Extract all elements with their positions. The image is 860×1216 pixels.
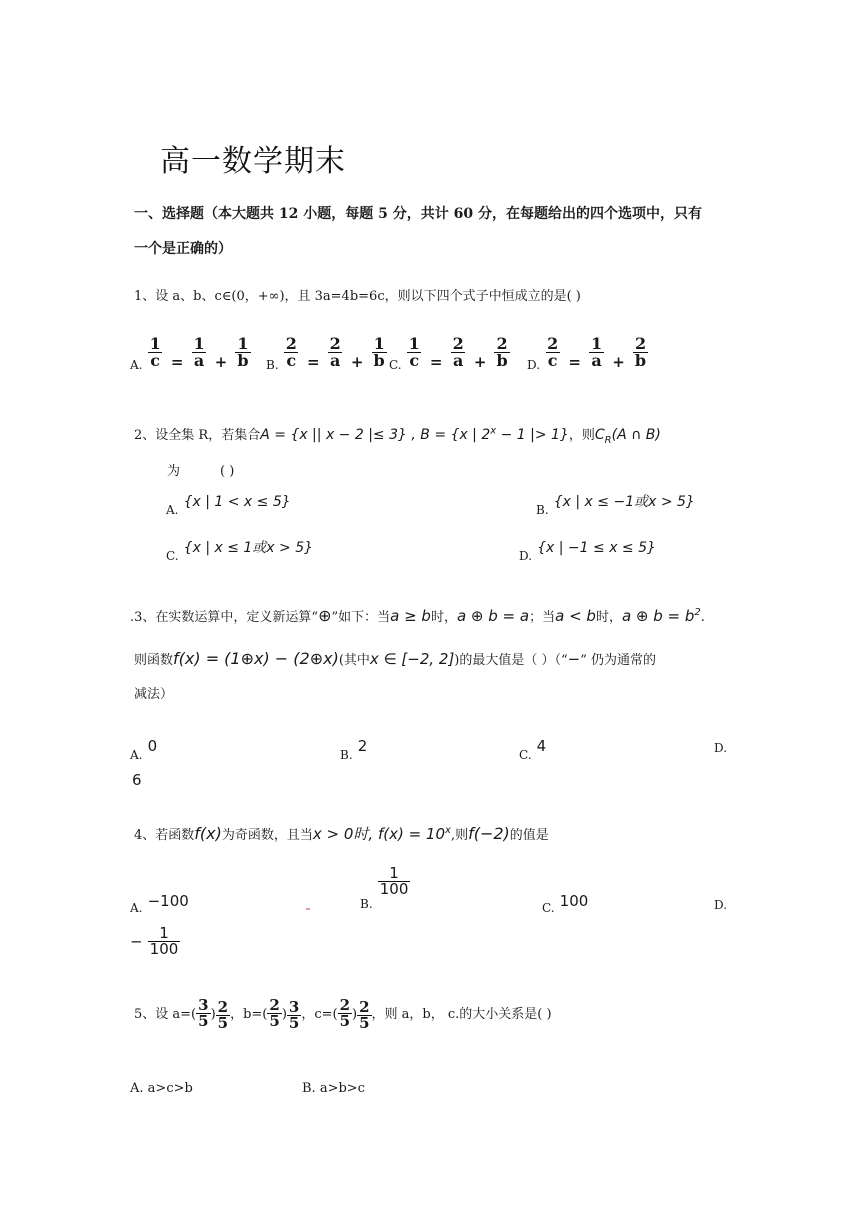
option-a: A. a>c>b — [130, 1081, 193, 1096]
question-4-stem: 4、若函数f(x)为奇函数，且当x > 0时, $f(x) = 10^x$,则f(−2)的值是 — [134, 824, 549, 843]
option-c: $_{C.}$ {x | x ≤ 1或x > 5} — [166, 540, 314, 563]
complement-formula: $C_R(A$ ∩ B) — [594, 427, 661, 446]
option-c: $_{C.}$ $\frac{1}{c}$ = $\frac{2}{a}$ + $\frac{2}{b}$ — [389, 334, 508, 372]
option-c: $_{C.}$ 100 — [542, 892, 589, 915]
question-5-stem: 5、设 a=( $\frac{3}{5}$ ) $\frac{2}{5}$ ，b=( $\frac{2}{5}$ ) $\frac{3}{5}$ ，c=( $\frac{2}{5}$ ) $\frac{2}{5}$ ，则 a，b， c.的大小关系是( ) — [134, 996, 552, 1032]
set-b-formula: B = {x | $2^x - 1$ |> 1} — [420, 425, 569, 443]
question-2-stem: 2、设全集 R，若集合A = {x || x − 2 |≤ 3} , B = {x | $2^x - 1$ |> 1}，则$C_R(A$ ∩ B) — [134, 425, 661, 446]
option-d-value: − $\frac{1}{100}$ — [130, 924, 179, 958]
option-d-label: D. — [714, 741, 728, 755]
set-a-formula: A = {x || x − 2 |≤ 3} — [260, 427, 407, 443]
fraction: $\frac{2}{c}$ — [547, 334, 559, 370]
fraction: $\frac{1}{a}$ — [193, 334, 205, 370]
fraction: $\frac{2}{a}$ — [452, 334, 464, 370]
fraction: $\frac{2}{b}$ — [634, 334, 647, 370]
fraction: $\frac{1}{c}$ — [408, 334, 420, 370]
question-3-line1: .3、在实数运算中，定义新运算“⊕”如下：当a ≥ b时，a ⊕ b = a；当a < b时，a ⊕ $b = b^2$. — [130, 606, 705, 625]
option-a: $_{A.}$ −100 — [130, 892, 189, 915]
option-d: $_{D.}$ {x | −1 ≤ x ≤ 5} — [519, 540, 656, 563]
fraction: $\frac{1}{b}$ — [237, 334, 249, 370]
option-label: D. — [527, 358, 541, 372]
option-c: $_{C.}$ 4 — [519, 737, 547, 762]
option-d: $_{D.}$ $\frac{2}{c}$ = $\frac{1}{a}$ + $\frac{2}{b}$ — [527, 334, 647, 372]
fraction: $\frac{1}{a}$ — [591, 334, 603, 370]
page-title: 高一数学期末 — [160, 144, 346, 179]
option-b: $_{B.}$ $\frac{1}{100}$ — [360, 864, 409, 911]
option-d-label: D. — [714, 898, 728, 912]
question-1-stem: 1、设 a、b、c∈(0，+∞)，且 3a=4b=6c，则以下四个式子中恒成立的是( ) — [134, 289, 581, 304]
stray-mark — [306, 908, 310, 910]
option-b: $_{B.}$ $\frac{2}{c}$ = $\frac{2}{a}$ + $\frac{1}{b}$ — [266, 334, 385, 372]
option-a: $_{A.}$ 0 — [130, 737, 158, 762]
fraction: $\frac{1}{c}$ — [149, 334, 161, 370]
section-heading-line1: 一、选择题（本大题共 12 小题，每题 5 分，共计 60 分，在每题给出的四个选项中，只有 — [134, 206, 702, 222]
fraction: $\frac{1}{b}$ — [373, 334, 385, 370]
option-b: B. a>b>c — [302, 1081, 365, 1096]
option-d-value: 6 — [132, 771, 142, 789]
fraction: $\frac{2}{b}$ — [496, 334, 508, 370]
option-b: $_{B.}$ 2 — [340, 737, 368, 762]
question-2-wei: 为 ( ) — [167, 464, 235, 479]
option-label: B. — [266, 358, 279, 372]
question-3-line2: 则函数f(x) = (1⊕x) − (2⊕x)(其中x ∈ [−2, 2])的最大值是（ ）（“−” 仍为通常的 — [134, 649, 657, 668]
option-label: C. — [389, 358, 402, 372]
section-heading-line2: 一个是正确的） — [134, 241, 232, 257]
option-b: $_{B.}$ {x | x ≤ −1或x > 5} — [536, 494, 695, 517]
option-label: A. — [130, 358, 143, 372]
fraction: $\frac{2}{c}$ — [285, 334, 297, 370]
question-3-line3: 减法） — [134, 687, 174, 702]
option-a: $_{A.}$ {x | 1 < x ≤ 5} — [166, 494, 291, 517]
option-a: $_{A.}$ $\frac{1}{c}$ = $\frac{1}{a}$ + $\frac{1}{b}$ — [130, 334, 249, 372]
fraction: $\frac{2}{a}$ — [329, 334, 341, 370]
